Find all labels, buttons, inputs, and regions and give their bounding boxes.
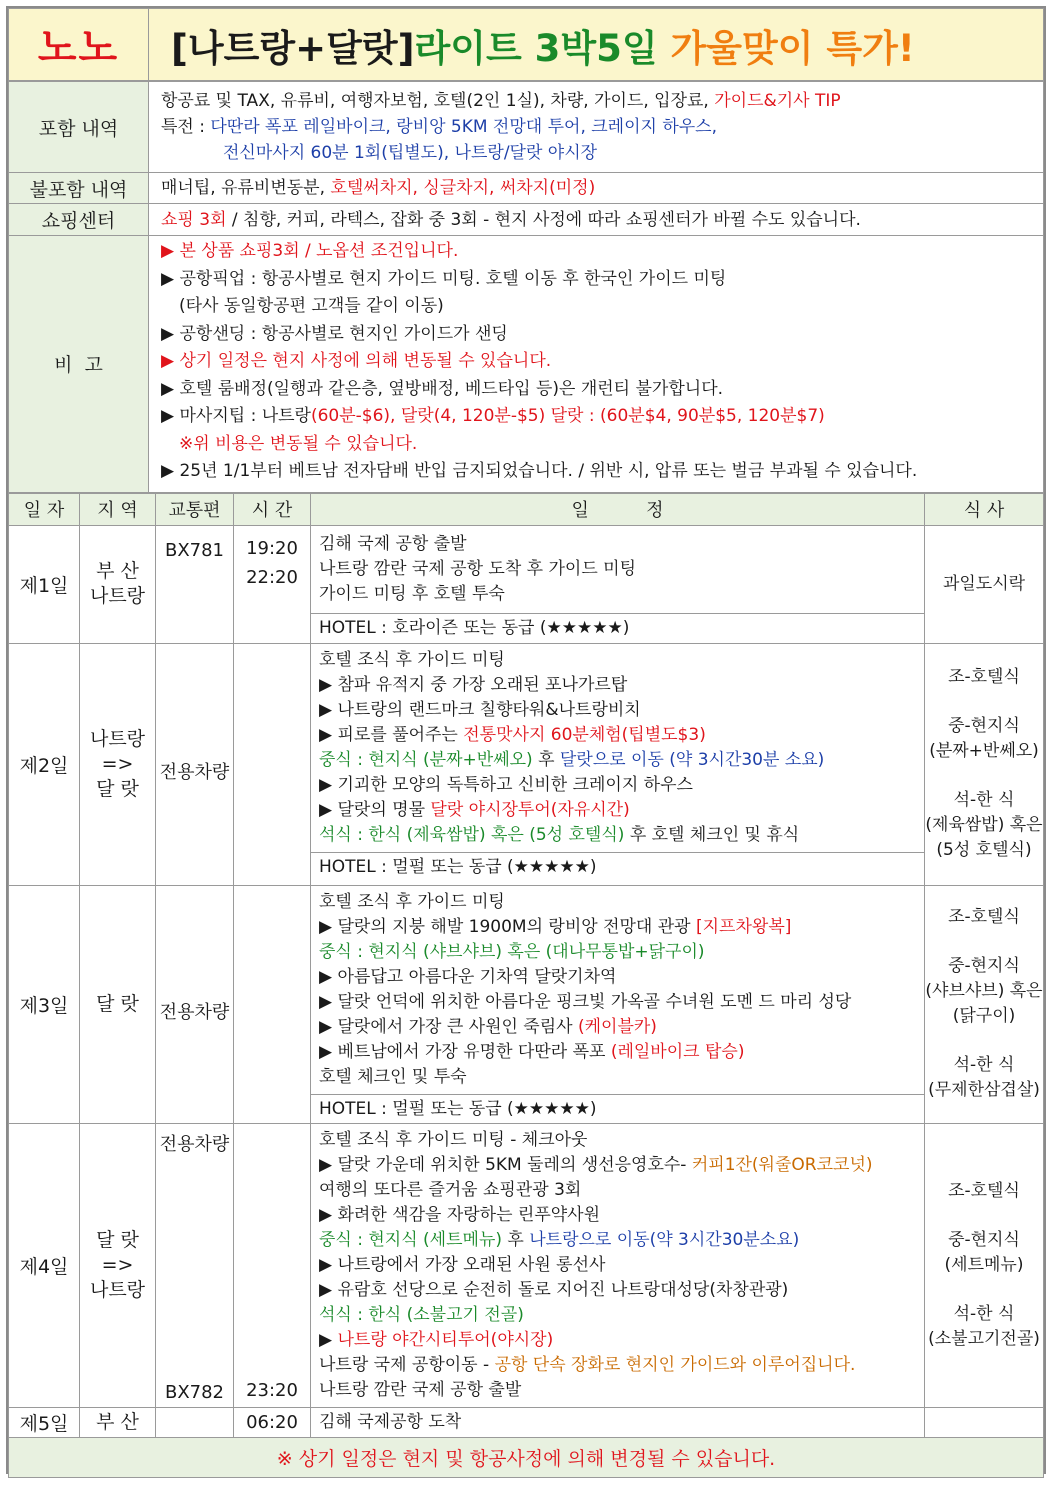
- plan-item: 후: [538, 749, 560, 770]
- meal-lunch-detail: (닭구이): [952, 1006, 1016, 1026]
- meal-lunch: 중-현지식: [948, 956, 1020, 976]
- day-row: [9, 885, 1044, 1123]
- plan-highlight: (레일바이크 탑승): [610, 1041, 745, 1062]
- transport: [156, 1123, 234, 1407]
- meal-lunch: 중-현지식: [948, 1229, 1020, 1250]
- time-depart: 23:20: [246, 1379, 298, 1401]
- included-content: [149, 82, 1044, 173]
- brand-logo: 노노: [9, 9, 149, 81]
- title-header: [8, 8, 1044, 81]
- note-item: ▶ 공항샌딩 : 항공사별로 현지인 가이드가 샌딩: [161, 323, 508, 344]
- note-item: ▶ 호텔 룸배정(일행과 같은층, 옆방배정, 베드타입 등)은 개런티 불가합니다.: [161, 378, 724, 399]
- plan-item: 호텔 조식 후 가이드 미팅: [319, 891, 505, 912]
- time: [234, 1123, 311, 1407]
- note-item: ▶ 공항픽업 : 항공사별로 현지 가이드 미팅. 호텔 이동 후 한국인 가이드 미팅: [161, 268, 727, 289]
- meal-dinner: 석-한 식: [953, 1303, 1015, 1324]
- day-row: [9, 1123, 1044, 1407]
- plan-item: ▶ 달랏 가운데 위치한 5KM 둘레의 생선응영호수-: [319, 1154, 692, 1175]
- col-meal: 식 사: [925, 493, 1044, 525]
- region-line: 달 랏: [96, 1228, 139, 1251]
- day-row: [9, 643, 1044, 885]
- time: [234, 885, 311, 1123]
- meal-breakfast: 조-호텔식: [948, 1180, 1020, 1201]
- excluded-content: [149, 173, 1044, 204]
- plan-item: ▶ 나트랑에서 가장 오래된 사원 롱선사: [319, 1254, 606, 1275]
- plan-item: 나트랑 깜란 국제 공항 출발: [319, 1379, 522, 1400]
- region-line: 부 산: [96, 560, 139, 582]
- notes-label: 비 고: [9, 236, 149, 493]
- plan-item: 김해 국제 공항 출발: [319, 533, 467, 554]
- day-row: [9, 1407, 1044, 1437]
- meal-dinner-detail: (5성 호텔식): [936, 840, 1032, 860]
- plan-item: ▶ 달랏에서 가장 큰 사원인 죽림사: [319, 1016, 578, 1037]
- time: 06:20: [234, 1407, 311, 1437]
- note-item: ※위 비용은 변동될 수 있습니다.: [179, 433, 418, 454]
- plan-item: 여행의 또다른 즐거움 쇼핑관광 3회: [319, 1179, 582, 1200]
- plan-highlight: 달랏 야시장투어(자유시간): [430, 799, 630, 820]
- meal: [925, 885, 1044, 1123]
- plan-highlight: 공항 단속 장화로 현지인 가이드와 이루어집니다.: [494, 1354, 856, 1375]
- hotel-info: HOTEL : 호라이즌 또는 동급 (★★★★★): [311, 613, 924, 642]
- meal-dinner-detail: (제육쌈밥) 혹은: [925, 815, 1043, 835]
- region-line: 나트랑: [89, 727, 146, 750]
- page-title: [149, 9, 1044, 81]
- plan-highlight: 커피1잔(워줄OR코코넛): [691, 1154, 873, 1175]
- col-plan: 일 정: [311, 493, 925, 525]
- included-tip: 가이드&기사 TIP: [714, 91, 841, 111]
- meal-breakfast: 조-호텔식: [948, 667, 1020, 687]
- region-line: 나트랑: [89, 1278, 146, 1301]
- excluded-surcharge: 호텔써차지, 싱글차지, 써차지(미정): [330, 178, 596, 198]
- excluded-items: 매너팁, 유류비변동분,: [161, 178, 331, 198]
- note-item: ▶ 25년 1/1부터 베트남 전자담배 반입 금지되었습니다. / 위반 시, 압류 또는 벌금 부과될 수 있습니다.: [161, 461, 918, 481]
- plan-item: 가이드 미팅 후 호텔 투숙: [319, 583, 505, 604]
- hotel-info: HOTEL : 멀펄 또는 동급 (★★★★★): [311, 852, 924, 881]
- notes-content: [149, 236, 1044, 493]
- region: [80, 525, 156, 643]
- plan-item: 후: [507, 1229, 530, 1250]
- meal-lunch-detail: (세트메뉴): [944, 1254, 1024, 1275]
- included-label: 포함 내역: [9, 82, 149, 173]
- plan-item: 호텔 체크인 및 투숙: [319, 1066, 467, 1087]
- plan-item: ▶ 달랏 언덕에 위치한 아름다운 핑크빛 가옥골 수녀원 도멘 드 마리 성당: [319, 991, 852, 1012]
- transport: 전용차량: [156, 885, 234, 1123]
- region: [80, 643, 156, 885]
- transport-flight: BX782: [164, 1381, 225, 1403]
- plan-lunch: 중식 : 현지식 (분짜+반쎄오): [319, 749, 539, 770]
- shopping-label: 쇼핑센터: [9, 204, 149, 236]
- col-time: 시 간: [234, 493, 311, 525]
- note-item: (타사 동일항공편 고객들 같이 이동): [179, 296, 444, 316]
- meal-lunch-detail: (분짜+반쎄오): [929, 741, 1039, 761]
- plan-item: ▶ 나트랑의 랜드마크 칠향타워&나트랑비치: [319, 699, 641, 720]
- plan-lunch: 중식 : 현지식 (샤브샤브) 혹은 (대나무통밥+닭구이): [319, 941, 705, 962]
- plan-item: ▶ 달랏의 명물: [319, 799, 431, 820]
- excluded-label: 불포함 내역: [9, 173, 149, 204]
- region: [80, 1123, 156, 1407]
- plan-item: ▶ 참파 유적지 중 가장 오래된 포나가르탑: [319, 674, 628, 695]
- itinerary-sheet: [6, 6, 1046, 1474]
- region: 달 랏: [80, 885, 156, 1123]
- plan-highlight: 전통맛사지 60분체험(팁별도$3): [463, 724, 706, 745]
- plan: [311, 1123, 925, 1407]
- meal: 과일도시락: [925, 525, 1044, 643]
- plan-item: ▶ 베트남에서 가장 유명한 다딴라 폭포: [319, 1041, 611, 1062]
- plan-item: 나트랑 깜란 국제 공항 도착 후 가이드 미팅: [319, 558, 637, 579]
- plan: [311, 525, 925, 643]
- plan-item: ▶: [319, 1329, 338, 1350]
- info-table: [8, 81, 1044, 493]
- special-items-2: 전신마사지 60분 1회(팁별도), 나트랑/달랏 야시장: [223, 143, 598, 163]
- transport: [156, 1407, 234, 1437]
- schedule-table: [8, 493, 1044, 1478]
- shopping-content: [149, 204, 1044, 236]
- day-label: 제2일: [9, 643, 80, 885]
- meal: [925, 1407, 1044, 1437]
- plan-item: ▶ 아름답고 아름다운 기차역 달랏기차역: [319, 966, 617, 987]
- title-package: 라이트 3박5일: [414, 26, 671, 70]
- plan-dinner: 석식 : 한식 (제육쌈밥) 혹은 (5성 호텔식): [319, 824, 630, 845]
- time-arrive: 22:20: [246, 566, 298, 588]
- day-row: [9, 525, 1044, 643]
- note-massage-tip: (60분-$6), 달랏(4, 120분-$5) 달랏 : (60분$4, 90분$5, 120분$7): [310, 406, 825, 426]
- plan-item: ▶ 피로를 풀어주는: [319, 724, 464, 745]
- time: [234, 525, 311, 643]
- transport: 전용차량: [156, 643, 234, 885]
- col-transport: 교통편: [156, 493, 234, 525]
- meal-dinner: 석-한 식: [953, 790, 1015, 810]
- plan: [311, 643, 925, 885]
- transport-vehicle: 전용차량: [159, 1133, 230, 1155]
- time: [234, 643, 311, 885]
- note-item: ▶ 마사지팁 : 나트랑: [161, 406, 311, 426]
- meal-lunch-detail: (샤브샤브) 혹은: [925, 981, 1043, 1001]
- plan-item: ▶ 달랏의 지붕 해발 1900M의 랑비앙 전망대 관광: [319, 916, 696, 937]
- note-item: ▶ 상기 일정은 현지 사정에 의해 변동될 수 있습니다.: [161, 351, 552, 371]
- plan-item: ▶ 유람호 선당으로 순전히 돌로 지어진 나트랑대성당(차창관광): [319, 1279, 789, 1300]
- shopping-detail: / 침향, 커피, 라텍스, 잡화 중 3회 - 현지 사정에 따라 쇼핑센터가 바뀔 수도 있습니다.: [226, 210, 861, 230]
- title-promo: 가울맞이 특가!: [670, 26, 915, 70]
- plan-item: ▶ 기괴한 모양의 독특하고 신비한 크레이지 하우스: [319, 774, 693, 795]
- day-label: 제3일: [9, 885, 80, 1123]
- plan-lunch: 중식 : 현지식 (세트메뉴): [319, 1229, 508, 1250]
- plan-item: 호텔 조식 후 가이드 미팅 - 체크아웃: [319, 1129, 588, 1150]
- special-label: 특전 :: [161, 117, 211, 137]
- meal-dinner-detail: (무제한삼겹살): [928, 1080, 1040, 1100]
- hotel-info: HOTEL : 멀펄 또는 동급 (★★★★★): [311, 1094, 924, 1123]
- time-depart: 19:20: [246, 537, 298, 559]
- plan: 김해 국제공항 도착: [311, 1407, 925, 1437]
- included-items: 항공료 및 TAX, 유류비, 여행자보험, 호텔(2인 1실), 차량, 가이드, 입장료,: [161, 91, 715, 111]
- col-region: 지 역: [80, 493, 156, 525]
- meal: [925, 1123, 1044, 1407]
- meal-dinner-detail: (소불고기전골): [928, 1328, 1040, 1349]
- plan: [311, 885, 925, 1123]
- col-day: 일 자: [9, 493, 80, 525]
- meal-lunch: 중-현지식: [948, 716, 1020, 736]
- region-line: 달 랏: [96, 777, 139, 800]
- day-label: 제4일: [9, 1123, 80, 1407]
- plan-highlight: (케이블카): [577, 1016, 657, 1037]
- region-line: =>: [101, 752, 134, 775]
- meal-breakfast: 조-호텔식: [948, 907, 1020, 927]
- transport: BX781: [156, 525, 234, 643]
- plan-highlight: [지프차왕복]: [696, 916, 792, 937]
- day-label: 제1일: [9, 525, 80, 643]
- title-destination: [나트랑+달랏]: [171, 26, 415, 70]
- special-items: 다딴라 폭포 레일바이크, 랑비앙 5KM 전망대 투어, 크레이지 하우스,: [210, 117, 718, 137]
- plan-item: ▶ 화려한 색감을 자랑하는 린푸약사원: [319, 1204, 601, 1225]
- day-label: 제5일: [9, 1407, 80, 1437]
- shopping-count: 쇼핑 3회: [161, 210, 227, 230]
- plan-item: 나트랑 국제 공항이동 -: [319, 1354, 495, 1375]
- plan-transfer: 달랏으로 이동 (약 3시간30분 소요): [559, 749, 825, 770]
- region: 부 산: [80, 1407, 156, 1437]
- footer-notice: ※ 상기 일정은 현지 및 항공사정에 의해 변경될 수 있습니다.: [9, 1437, 1044, 1477]
- plan-dinner: 석식 : 한식 (소불고기 전골): [319, 1304, 524, 1325]
- plan-item: 호텔 조식 후 가이드 미팅: [319, 649, 505, 670]
- region-line: =>: [101, 1253, 134, 1276]
- note-item: ▶ 본 상품 쇼핑3회 / 노옵션 조건입니다.: [161, 241, 459, 261]
- plan-highlight: 나트랑 야간시티투어(야시장): [337, 1329, 554, 1350]
- meal-dinner: 석-한 식: [953, 1055, 1015, 1075]
- region-line: 나트랑: [89, 585, 146, 607]
- plan-item: 후 호텔 체크인 및 휴식: [629, 824, 800, 845]
- plan-transfer: 나트랑으로 이동(약 3시간30분소요): [529, 1229, 800, 1250]
- meal: [925, 643, 1044, 885]
